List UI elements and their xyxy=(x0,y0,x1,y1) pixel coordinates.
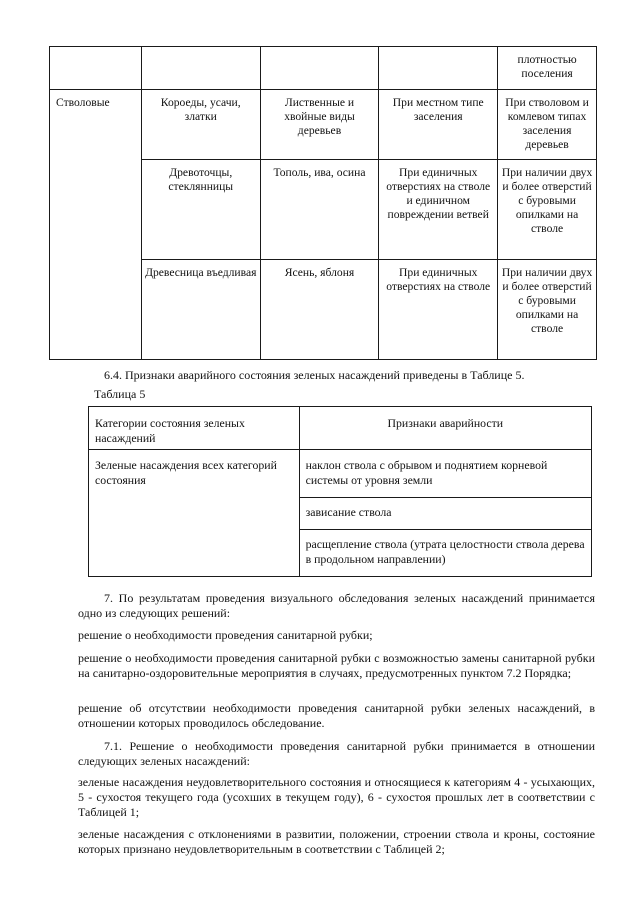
table5-label: Таблица 5 xyxy=(94,387,146,401)
table-cell: наклон ствола с обрывом и поднятием корневой системы от уровня земли xyxy=(299,450,591,498)
table-cell xyxy=(50,47,142,90)
table-row xyxy=(50,90,597,160)
paragraph: решение об отсутствии необходимости проведения санитарной рубки зеленых насаждений, в отношении которых проводилось обследование. xyxy=(78,701,595,730)
table-cell xyxy=(141,47,260,90)
paragraph: решение о необходимости проведения санитарной рубки с возможностью замены санитарной рубки на санитарно-оздоровительные мероприятия в случаях, предусмотренных пунктом 7.2 Порядка; xyxy=(78,651,595,680)
category-cell: Зеленые насаждения всех категорий состояния xyxy=(89,450,300,577)
table-cell: При наличии двух и более отверстий с буровыми опилками на стволе xyxy=(498,160,597,260)
paragraph: решение о необходимости проведения санитарной рубки; xyxy=(78,628,373,642)
pest-signs-table xyxy=(49,46,597,360)
table-cell: При единичных отверстиях на стволе xyxy=(379,260,498,360)
table-cell: При местном типе заселения xyxy=(379,90,498,160)
paragraph: зеленые насаждения с отклонениями в развитии, положении, строении ствола и кроны, состояние которых признано неудовлетворительным в соответствии с Таблицей 2; xyxy=(78,827,595,856)
paragraph: 7. По результатам проведения визуального обследования зеленых насаждений принимается одно из следующих решений: xyxy=(78,591,595,620)
table-header-cell: Признаки аварийности xyxy=(299,407,591,450)
table-cell: Древесница въедливая xyxy=(141,260,260,360)
table-cell: При единичных отверстиях на стволе и единичном повреждении ветвей xyxy=(379,160,498,260)
table-cell: зависание ствола xyxy=(299,498,591,530)
table-cell: Короеды, усачи, златки xyxy=(141,90,260,160)
table-cell xyxy=(379,47,498,90)
table5-caption: 6.4. Признаки аварийного состояния зеленых насаждений приведены в Таблице 5. xyxy=(104,368,525,382)
table-cell: Ясень, яблоня xyxy=(260,260,379,360)
table-cell: плотностью поселения xyxy=(498,47,597,90)
paragraph: 7.1. Решение о необходимости проведения санитарной рубки принимается в отношении следующих зеленых насаждений: xyxy=(78,739,595,768)
table-cell: При стволовом и комлевом типах заселения деревьев xyxy=(498,90,597,160)
pest-group-cell: Стволовые xyxy=(50,90,142,360)
table-cell: расщепление ствола (утрата целостности ствола дерева в продольном направлении) xyxy=(299,530,591,577)
table-cell xyxy=(260,47,379,90)
table-cell: Тополь, ива, осина xyxy=(260,160,379,260)
table-row xyxy=(89,450,592,498)
table-header-cell: Категории состояния зеленых насаждений xyxy=(89,407,300,450)
table-row xyxy=(89,407,592,450)
table-row xyxy=(50,47,597,90)
table-cell: Лиственные и хвойные виды деревьев xyxy=(260,90,379,160)
table-cell: При наличии двух и более отверстий с буровыми опилками на стволе xyxy=(498,260,597,360)
emergency-signs-table xyxy=(88,406,592,577)
paragraph: зеленые насаждения неудовлетворительного состояния и относящиеся к категориям 4 - усыхающих, 5 - сухостоя текущего года (усохших в текущем году), 6 - сухостоя прошлых лет в соответствии с Таблицей 1; xyxy=(78,775,595,819)
table-cell: Древоточцы, стеклянницы xyxy=(141,160,260,260)
